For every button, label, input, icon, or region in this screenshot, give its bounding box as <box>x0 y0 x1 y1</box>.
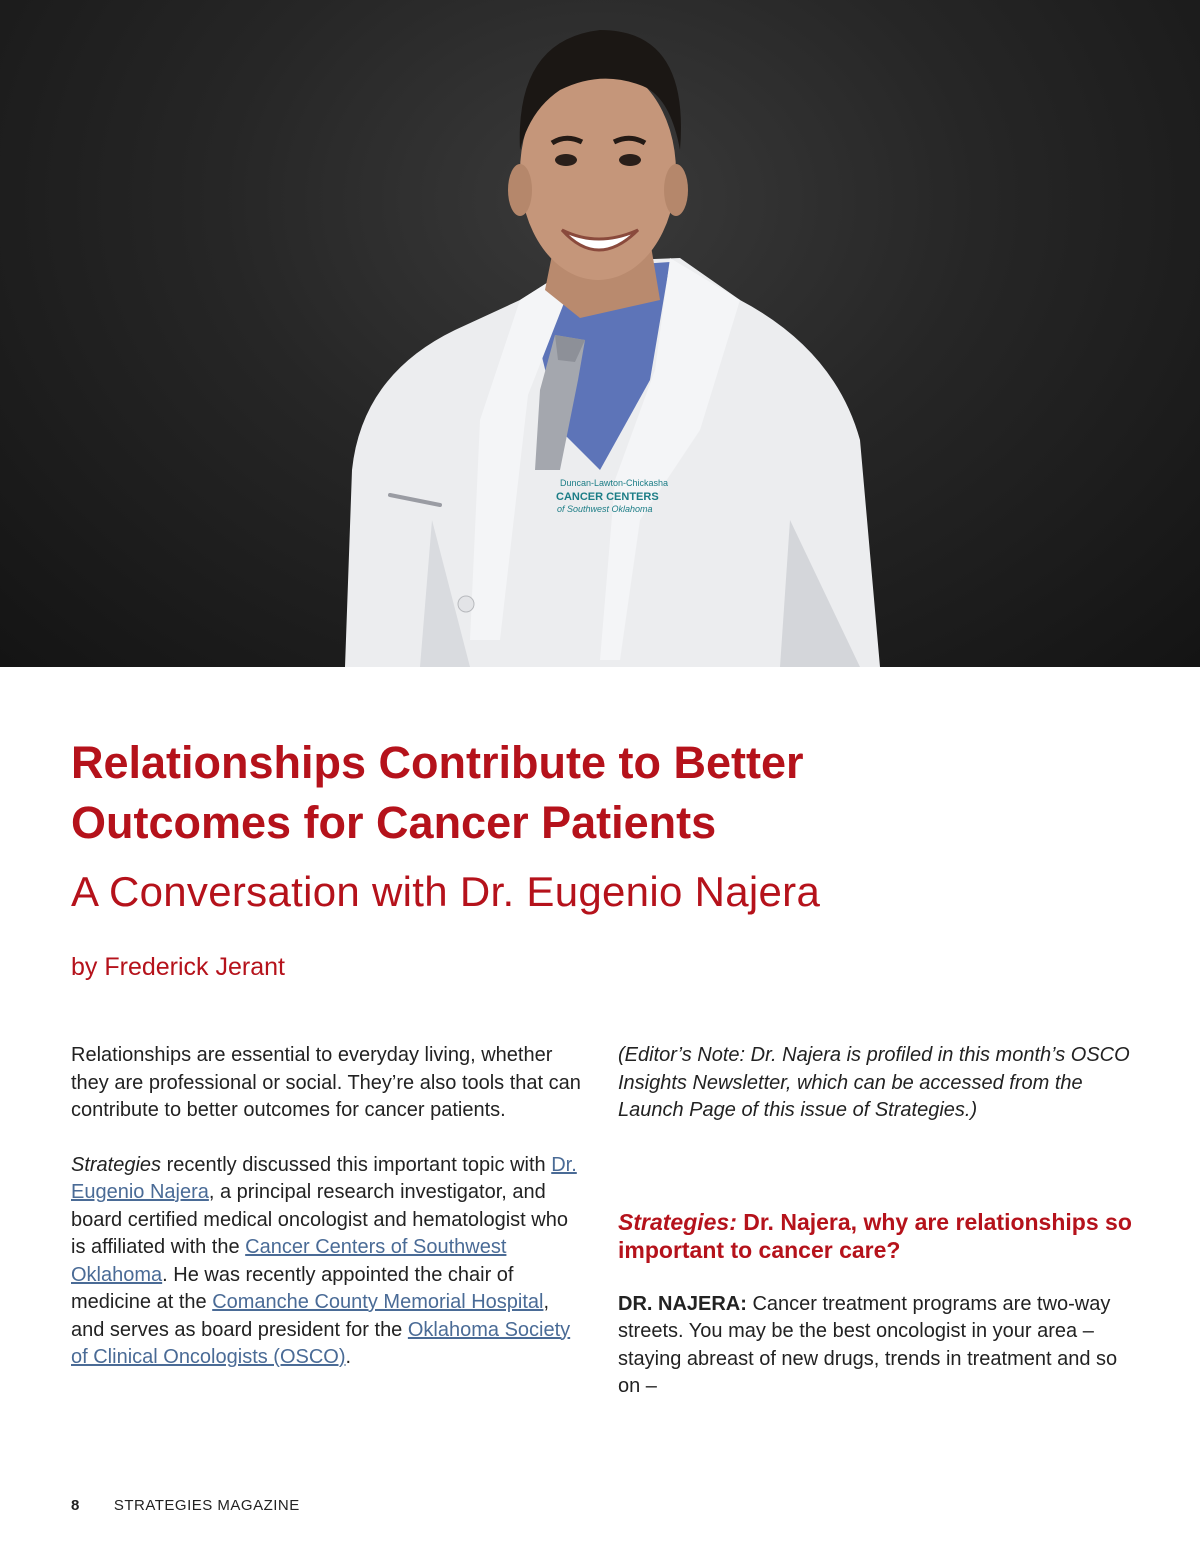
question-label: Strategies: <box>618 1208 737 1235</box>
intro-paragraph: Relationships are essential to everyday living, whether they are professional or social. They’re also tools that can contribute to better outcomes for cancer patients. <box>71 1044 581 1121</box>
magazine-name: STRATEGIES MAGAZINE <box>113 1497 300 1514</box>
title-line-2: Outcomes for Cancer Patients <box>71 797 717 848</box>
hero-photo <box>0 0 1200 667</box>
editor-note: (Editor’s Note: Dr. Najera is profiled in this month’s OSCO Insights Newsletter, which can be accessed from the Launch Page of this issue of Strategies.) <box>618 1044 1130 1121</box>
coat-logo <box>556 478 668 514</box>
byline: by Frederick Jerant <box>71 953 285 981</box>
answer-text: Cancer treatment programs are two-way streets. You may be the best oncologist in your area – staying abreast of new drugs, trends in treatment and so on – <box>618 1292 1118 1397</box>
logo-line1: Duncan-Lawton-Chickasha <box>560 478 669 488</box>
paragraph-text: recently discussed this important topic with <box>161 1153 552 1176</box>
paragraph-text: , and serves as board president for the <box>71 1291 550 1341</box>
link-comanche-hospital[interactable]: Comanche County Memorial Hospital <box>212 1291 544 1313</box>
article-subtitle: A Conversation with Dr. Eugenio Najera <box>71 868 821 915</box>
paragraph-text: . <box>345 1346 352 1368</box>
paragraph-text: , a principal research investigator, and board certified medical oncologist and hematologist who is affiliated with the <box>71 1181 568 1258</box>
left-column <box>71 1042 586 1372</box>
publication-name: Strategies <box>71 1153 162 1176</box>
title-line-1: Relationships Contribute to Better <box>71 737 804 788</box>
page-footer <box>71 1497 300 1514</box>
link-dr-najera[interactable]: Dr. Eugenio Najera <box>71 1153 577 1203</box>
context-paragraph <box>71 1152 586 1372</box>
page-number: 8 <box>71 1497 80 1514</box>
interview-answer <box>618 1291 1138 1401</box>
logo-line3: of Southwest Oklahoma <box>557 504 653 514</box>
doctor-portrait <box>0 0 1200 667</box>
link-osco[interactable]: Oklahoma Society of Clinical Oncologists (OSCO) <box>71 1318 571 1368</box>
right-column <box>618 1042 1138 1401</box>
link-cancer-centers[interactable]: Cancer Centers of Southwest Oklahoma <box>71 1236 507 1286</box>
interview-question <box>618 1208 1138 1264</box>
article-title <box>71 733 1131 853</box>
answer-label: DR. NAJERA: <box>618 1292 747 1315</box>
question-text: Dr. Najera, why are relationships so important to cancer care? <box>618 1208 1132 1263</box>
logo-line2: CANCER CENTERS <box>556 491 659 503</box>
paragraph-text: . He was recently appointed the chair of medicine at the <box>71 1263 514 1313</box>
